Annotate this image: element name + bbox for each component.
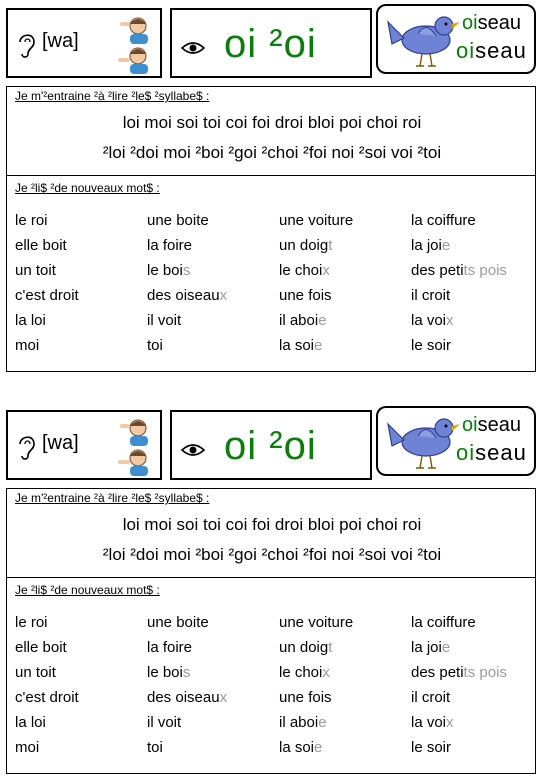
word-cell (411, 638, 531, 657)
words-instruction: Je ²li$ ²de nouveaux mot$ : (15, 181, 160, 195)
word-cell (411, 688, 531, 707)
word-text: la foire (147, 237, 193, 254)
word-text: une fois (279, 287, 332, 304)
syllables-instruction: Je m'²entraine ²à ²lire ²le$ ²syllabe$ : (15, 89, 210, 103)
silent-letters: e (314, 739, 323, 756)
picture-word-print: oiseau (456, 440, 527, 465)
silent-letters: t (328, 639, 333, 656)
word-cell (147, 713, 279, 732)
grapheme-box (170, 8, 372, 78)
picture-word-script: oiseau (462, 12, 521, 34)
word-cell (15, 613, 147, 632)
word-text: le soir (411, 337, 452, 354)
eye-icon (180, 442, 206, 458)
word-text: une boite (147, 212, 209, 229)
word-cell (147, 738, 279, 757)
word-cell (279, 713, 411, 732)
word-cell (411, 713, 531, 732)
word-cell (411, 211, 531, 230)
sound-box (6, 8, 162, 78)
ear-icon (16, 30, 38, 60)
picture-word-box (376, 406, 536, 476)
children-speaking-icon (112, 14, 156, 76)
word-text: elle boit (15, 237, 67, 254)
reading-card (6, 8, 536, 378)
syllables-line-2: ²loi ²doi moi ²boi ²goi ²choi ²foi noi ²soi voi ²toi (102, 545, 442, 564)
word-cell (411, 336, 531, 355)
word-text: des peti (411, 664, 464, 681)
word-grid (15, 211, 531, 355)
syllables-line-1: loi moi soi toi coi foi droi bloi poi choi roi (122, 515, 422, 534)
word-cell (411, 261, 531, 280)
word-text: le boi (147, 664, 183, 681)
silent-letters: s (182, 262, 191, 279)
word-text: une boite (147, 614, 209, 631)
word-cell (279, 211, 411, 230)
silent-letters: e (441, 237, 451, 254)
word-text: la joi (411, 639, 442, 656)
word-grid (15, 613, 531, 757)
syllables-line-1: loi moi soi toi coi foi droi bloi poi choi roi (122, 113, 422, 132)
word-text: il croit (411, 287, 451, 304)
word-cell (279, 738, 411, 757)
word-text: elle boit (15, 639, 67, 656)
word-text: le choi (279, 262, 323, 279)
grapheme-display: oi ²oi (224, 424, 317, 468)
word-cell (279, 613, 411, 632)
silent-letters: t (328, 237, 333, 254)
word-text: toi (147, 739, 163, 756)
word-text: une voiture (279, 614, 354, 631)
word-cell (15, 311, 147, 330)
word-text: des oiseau (147, 287, 220, 304)
word-cell (411, 236, 531, 255)
word-cell (411, 613, 531, 632)
word-cell (279, 688, 411, 707)
exercise-panel (6, 488, 536, 774)
word-cell (279, 311, 411, 330)
silent-letters: x (322, 664, 330, 681)
word-cell (411, 286, 531, 305)
word-text: la coiffure (411, 212, 476, 229)
word-text: c'est droit (15, 287, 79, 304)
word-text: une voiture (279, 212, 354, 229)
word-cell (411, 663, 531, 682)
silent-letters: e (441, 639, 451, 656)
word-cell (15, 336, 147, 355)
silent-letters: ts pois (463, 262, 507, 279)
word-cell (15, 738, 147, 757)
eye-icon (180, 40, 206, 56)
word-text: des oiseau (147, 689, 220, 706)
word-text: le roi (15, 614, 48, 631)
word-text: la soi (279, 739, 315, 756)
word-cell (15, 211, 147, 230)
word-text: la loi (15, 312, 46, 329)
words-instruction: Je ²li$ ²de nouveaux mot$ : (15, 583, 160, 597)
word-cell (15, 713, 147, 732)
silent-letters: ts pois (463, 664, 507, 681)
word-cell (279, 638, 411, 657)
word-cell (147, 688, 279, 707)
word-text: il aboi (279, 714, 319, 731)
word-cell (147, 638, 279, 657)
sound-box (6, 410, 162, 480)
word-text: la voi (411, 714, 447, 731)
word-cell (147, 236, 279, 255)
word-cell (279, 663, 411, 682)
word-cell (15, 261, 147, 280)
word-cell (15, 663, 147, 682)
word-cell (147, 286, 279, 305)
word-cell (15, 286, 147, 305)
word-text: il aboi (279, 312, 319, 329)
silent-letters: e (318, 312, 327, 329)
silent-letters: x (446, 714, 454, 731)
picture-word-box (376, 4, 536, 74)
word-text: le boi (147, 262, 183, 279)
word-text: c'est droit (15, 689, 79, 706)
word-cell (15, 236, 147, 255)
word-text: moi (15, 739, 40, 756)
grapheme-box (170, 410, 372, 480)
silent-letters: s (182, 664, 191, 681)
picture-word-print: oiseau (456, 38, 527, 63)
word-text: un doig (279, 237, 329, 254)
word-text: un doig (279, 639, 329, 656)
word-cell (279, 261, 411, 280)
word-text: la foire (147, 639, 193, 656)
section-divider (7, 577, 535, 578)
phoneme-label: [wa] (42, 30, 79, 52)
section-divider (7, 175, 535, 176)
word-text: la coiffure (411, 614, 476, 631)
bird-illustration (386, 10, 462, 72)
silent-letters: x (219, 287, 228, 304)
word-text: toi (147, 337, 163, 354)
word-cell (147, 336, 279, 355)
picture-word-script: oiseau (462, 414, 521, 436)
word-cell (279, 286, 411, 305)
word-cell (411, 738, 531, 757)
word-text: il voit (147, 312, 182, 329)
reading-card (6, 410, 536, 780)
word-text: des peti (411, 262, 464, 279)
word-cell (147, 613, 279, 632)
silent-letters: e (318, 714, 327, 731)
silent-letters: x (219, 689, 228, 706)
word-cell (15, 688, 147, 707)
word-text: il croit (411, 689, 451, 706)
word-text: moi (15, 337, 40, 354)
word-text: un toit (15, 664, 56, 681)
word-text: la soi (279, 337, 315, 354)
word-cell (147, 261, 279, 280)
word-text: le roi (15, 212, 48, 229)
children-speaking-icon (112, 416, 156, 478)
exercise-panel (6, 86, 536, 372)
syllables-instruction: Je m'²entraine ²à ²lire ²le$ ²syllabe$ : (15, 491, 210, 505)
word-cell (147, 311, 279, 330)
word-text: un toit (15, 262, 56, 279)
silent-letters: x (322, 262, 330, 279)
word-text: il voit (147, 714, 182, 731)
silent-letters: e (314, 337, 323, 354)
word-text: le choi (279, 664, 323, 681)
phoneme-label: [wa] (42, 432, 79, 454)
silent-letters: x (446, 312, 454, 329)
word-cell (147, 663, 279, 682)
word-cell (15, 638, 147, 657)
syllables-line-2: ²loi ²doi moi ²boi ²goi ²choi ²foi noi ²soi voi ²toi (102, 143, 442, 162)
word-cell (147, 211, 279, 230)
grapheme-display: oi ²oi (224, 22, 317, 66)
word-cell (279, 236, 411, 255)
word-text: la voi (411, 312, 447, 329)
word-text: une fois (279, 689, 332, 706)
ear-icon (16, 432, 38, 462)
word-text: la loi (15, 714, 46, 731)
word-text: la joi (411, 237, 442, 254)
word-cell (279, 336, 411, 355)
bird-illustration (386, 412, 462, 474)
word-cell (411, 311, 531, 330)
word-text: le soir (411, 739, 452, 756)
